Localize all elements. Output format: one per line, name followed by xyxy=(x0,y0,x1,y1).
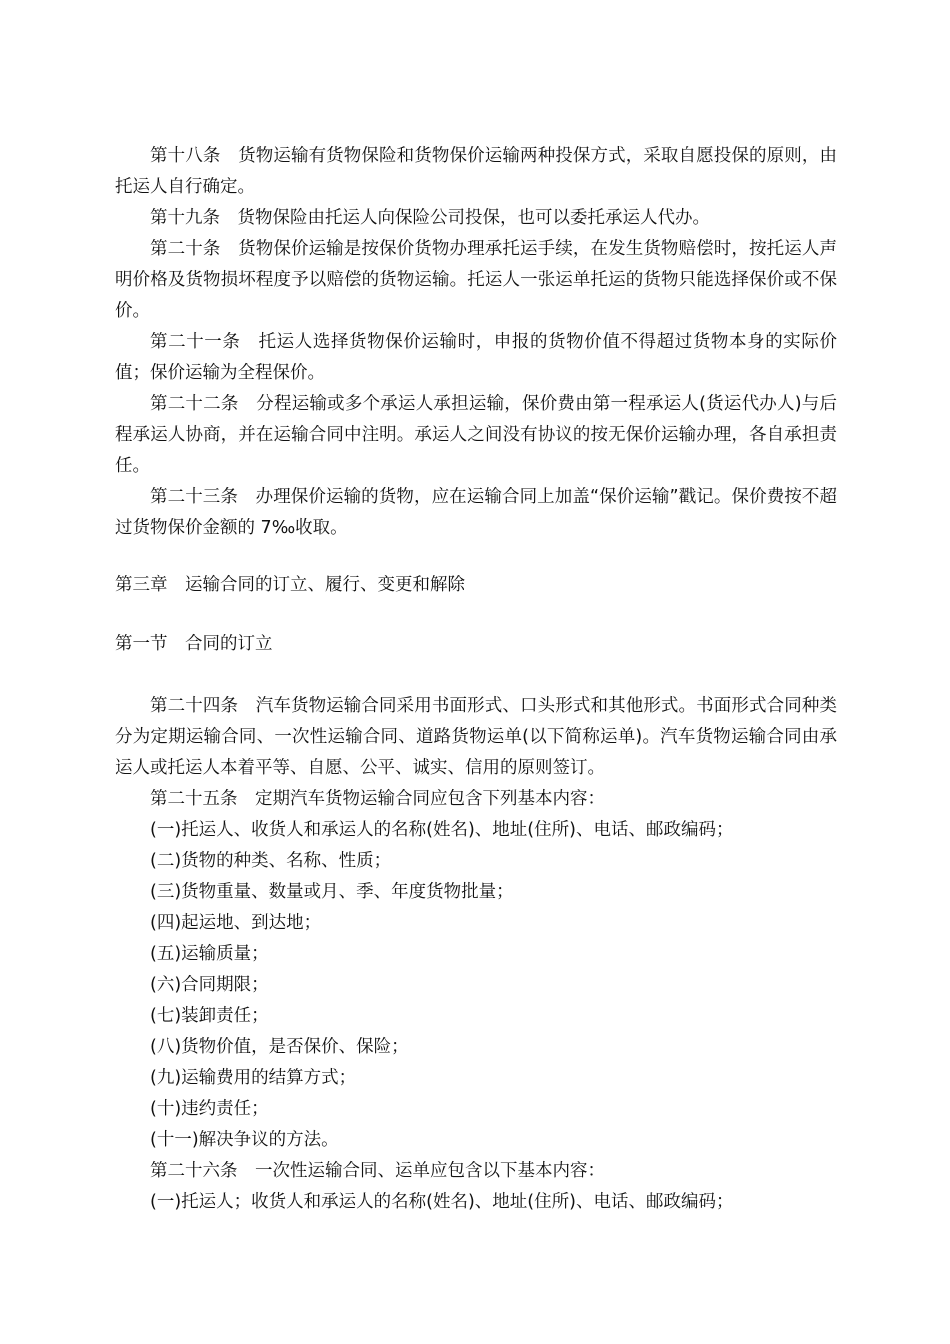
list-item: (二)货物的种类、名称、性质； xyxy=(150,851,392,871)
spacer xyxy=(115,601,837,629)
list-item: (七)装卸责任； xyxy=(150,1006,269,1026)
document-page xyxy=(115,141,837,1218)
article-25: 第二十五条 定期汽车货物运输合同应包含下列基本内容： xyxy=(150,789,605,809)
list-item: (五)运输质量； xyxy=(150,944,269,964)
list-item: (一)托运人、收货人和承运人的名称(姓名)、地址(住所)、电话、邮政编码； xyxy=(150,820,734,840)
list-item: (十一)解决争议的方法。 xyxy=(150,1130,339,1150)
article-18: 第十八条 货物运输有货物保险和货物保价运输两种投保方式，采取自愿投保的原则，由托运人自行确定。 xyxy=(115,146,837,197)
list-item: (三)货物重量、数量或月、季、年度货物批量； xyxy=(150,882,514,902)
article-22: 第二十二条 分程运输或多个承运人承担运输，保价费由第一程承运人(货运代办人)与后程承运人协商，并在运输合同中注明。承运人之间没有协议的按无保价运输办理，各自承担责任。 xyxy=(115,394,837,476)
spacer xyxy=(115,544,837,570)
article-23: 第二十三条 办理保价运输的货物，应在运输合同上加盖“保价运输”戳记。保价费按不超过货物保价金额的 7‰收取。 xyxy=(115,487,837,538)
section-heading: 第一节 合同的订立 xyxy=(115,634,273,654)
chapter-heading: 第三章 运输合同的订立、履行、变更和解除 xyxy=(115,575,465,595)
list-item: (九)运输费用的结算方式； xyxy=(150,1068,357,1088)
article-19: 第十九条 货物保险由托运人向保险公司投保，也可以委托承运人代办。 xyxy=(150,208,710,228)
list-item: (一)托运人；收货人和承运人的名称(姓名)、地址(住所)、电话、邮政编码； xyxy=(150,1192,734,1212)
article-26: 第二十六条 一次性运输合同、运单应包含以下基本内容： xyxy=(150,1161,605,1181)
article-24: 第二十四条 汽车货物运输合同采用书面形式、口头形式和其他形式。书面形式合同种类分为定期运输合同、一次性运输合同、道路货物运单(以下简称运单)。汽车货物运输合同由承运人或托运人本着平等、自愿、公平、诚实、信用的原则签订。 xyxy=(115,696,837,778)
article-21: 第二十一条 托运人选择货物保价运输时，申报的货物价值不得超过货物本身的实际价值；保价运输为全程保价。 xyxy=(115,332,837,383)
list-item: (六)合同期限； xyxy=(150,975,269,995)
article-20: 第二十条 货物保价运输是按保价货物办理承托运手续，在发生货物赔偿时，按托运人声明价格及货物损坏程度予以赔偿的货物运输。托运人一张运单托运的货物只能选择保价或不保价。 xyxy=(115,239,837,321)
list-item: (十)违约责任； xyxy=(150,1099,269,1119)
list-item: (四)起运地、到达地； xyxy=(150,913,322,933)
list-item: (八)货物价值，是否保价、保险； xyxy=(150,1037,409,1057)
spacer xyxy=(115,660,837,691)
